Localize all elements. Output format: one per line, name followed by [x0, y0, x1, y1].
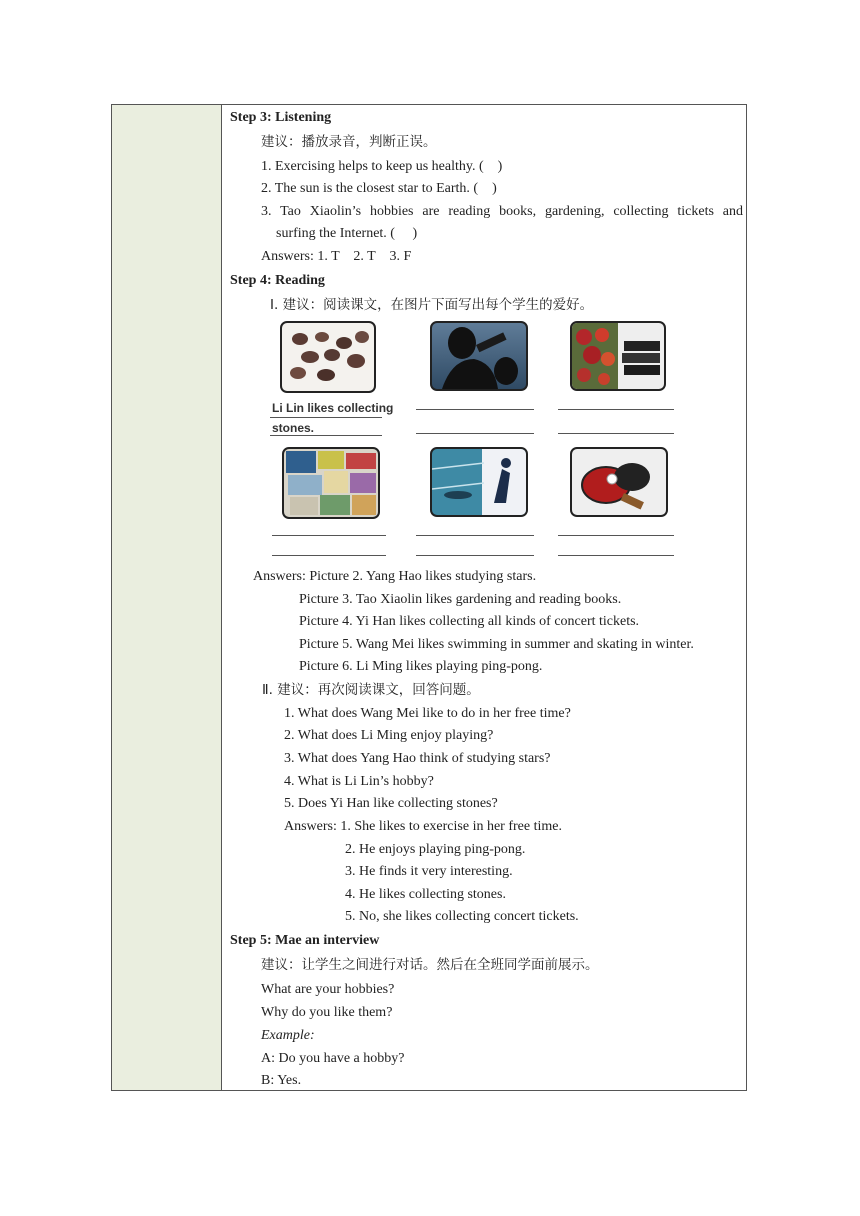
question-answer-3: 3. He finds it very interesting. [345, 864, 513, 879]
step4-title-rest: Reading [275, 273, 325, 288]
dialog-line-b: B: Yes. [261, 1073, 302, 1088]
flowers-and-books-picture [570, 321, 666, 391]
ping-pong-icon [572, 449, 666, 515]
answer-line [416, 555, 534, 556]
tickets-icon [284, 449, 378, 517]
picture-grid [268, 319, 668, 559]
answer-line [272, 555, 386, 556]
content-column [222, 105, 746, 1090]
telescope-silhouette-icon [432, 323, 526, 389]
step3-answers: Answers: 1. T 2. T 3. F [261, 249, 412, 264]
question-answer-2: 2. He enjoys playing ping-pong. [345, 842, 526, 857]
question-answers-label: Answers: 1. She likes to exercise in her free time. [284, 819, 562, 834]
question-answer-4: 4. He likes collecting stones. [345, 887, 506, 902]
answer-line [558, 535, 674, 536]
answer-line [416, 409, 534, 410]
flowers-books-icon [572, 323, 664, 389]
step4-title: Step 4 [230, 273, 267, 288]
step3-heading: Step 3: Listening [230, 110, 332, 125]
picture1-caption-line1: Li Lin likes collecting [272, 401, 394, 415]
stones-icon [282, 323, 374, 391]
stones-picture [280, 321, 376, 393]
step3-item-3-cont: surfing the Internet. ( ) [276, 226, 418, 241]
step4-part1-tip: Ⅰ. 建议：阅读课文，在图片下面写出每个学生的爱好。 [270, 297, 594, 313]
picture-answers-label: Answers: Picture 2. Yang Hao likes studying stars. [253, 569, 537, 584]
question-1: 1. What does Wang Mei like to do in her free time? [284, 706, 571, 721]
step3-title: Step 3 [230, 110, 267, 125]
step3-title-rest: Listening [275, 110, 332, 125]
picture1-caption-line2: stones. [272, 421, 315, 435]
answer-line [270, 435, 382, 436]
step5-heading: Step 5: Mae an interview [230, 933, 380, 948]
answer-line [558, 433, 674, 434]
question-5: 5. Does Yi Han like collecting stones? [284, 796, 498, 811]
step3-item-1: 1. Exercising helps to keep us healthy. ( ) [261, 159, 503, 174]
swimming-and-skating-picture [430, 447, 528, 517]
step4-heading: Step 4: Reading [230, 273, 325, 288]
picture-answer-4: Picture 4. Yi Han likes collecting all kinds of concert tickets. [299, 614, 640, 629]
step5-line-2: Why do you like them? [261, 1005, 393, 1020]
left-column [112, 105, 222, 1090]
dialog-line-a: A: Do you have a hobby? [261, 1051, 405, 1066]
concert-tickets-picture [282, 447, 380, 519]
picture-answer-3: Picture 3. Tao Xiaolin likes gardening and reading books. [299, 592, 622, 607]
lesson-table [111, 104, 747, 1091]
picture-answer-6: Picture 6. Li Ming likes playing ping-pong. [299, 659, 543, 674]
example-label: Example: [261, 1028, 315, 1043]
question-answer-5: 5. No, she likes collecting concert tickets. [345, 909, 579, 924]
step4-part2-tip: Ⅱ. 建议：再次阅读课文，回答问题。 [262, 682, 480, 698]
ping-pong-picture [570, 447, 668, 517]
picture-answer-5: Picture 5. Wang Mei likes swimming in summer and skating in winter. [299, 637, 694, 652]
step3-tip: 建议：播放录音，判断正误。 [261, 134, 437, 150]
step5-tip: 建议：让学生之间进行对话。然后在全班同学面前展示。 [261, 957, 599, 973]
step3-item-3: 3. Tao Xiaolin’s hobbies are reading books, gardening, collecting tickets and [261, 204, 743, 219]
question-2: 2. What does Li Ming enjoy playing? [284, 728, 494, 743]
step3-item-2: 2. The sun is the closest star to Earth. ( ) [261, 181, 497, 196]
step5-line-1: What are your hobbies? [261, 982, 395, 997]
swim-skate-icon [432, 449, 526, 515]
stargazing-picture [430, 321, 528, 391]
answer-line [416, 535, 534, 536]
question-3: 3. What does Yang Hao think of studying stars? [284, 751, 551, 766]
answer-line [558, 555, 674, 556]
answer-line [270, 417, 382, 418]
question-4: 4. What is Li Lin’s hobby? [284, 774, 434, 789]
answer-line [558, 409, 674, 410]
answer-line [416, 433, 534, 434]
answer-line [272, 535, 386, 536]
